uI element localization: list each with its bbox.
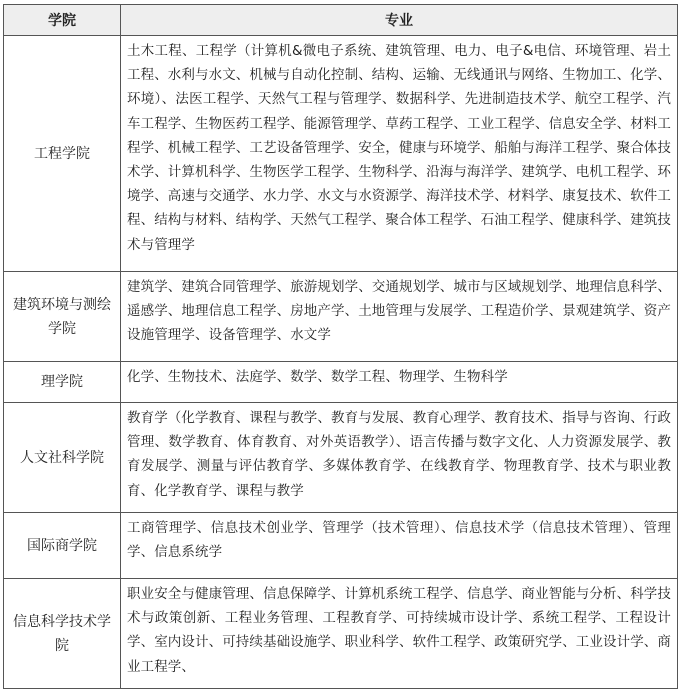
major-list: 建筑学、建筑合同管理学、旅游规划学、交通规划学、城市与区域规划学、地理信息科学、遥感学、地理信息工程学、房地产学、土地管理与发展学、工程造价学、景观建筑学、资产设施管理学、设备管理学、水文学 (121, 272, 678, 362)
major-list: 工商管理学、信息技术创业学、管理学（技术管理）、信息技术学（信息技术管理）、管理学、信息系统学 (121, 513, 678, 579)
major-list: 化学、生物技术、法庭学、数学、数学工程、物理学、生物科学 (121, 362, 678, 403)
table-row (4, 403, 678, 513)
majors-table (3, 4, 678, 689)
major-list: 教育学（化学教育、课程与教学、教育与发展、教育心理学、教育技术、指导与咨询、行政管理、数学教育、体育教育、对外英语教学）、语言传播与数字文化、人力资源发展学、教育发展学、测量与评估教育学、多媒体教育学、在线教育学、物理教育学、技术与职业教育、化学教育学、课程与教学 (121, 403, 678, 513)
major-list: 土木工程、工程学（计算机&微电子系统、建筑管理、电力、电子&电信、环境管理、岩土工程、水利与水文、机械与自动化控制、结构、运输、无线通讯与网络、生物加工、化学、环境）、法医工程学、天然气工程与管理学、数据科学、先进制造技术学、航空工程学、汽车工程学、生物医药工程学、能源管理学、草药工程学、工业工程学、信息安全学、材料工程学、机械工程学、工艺设备管理学、安全，健康与环境学、船舶与海洋工程学、聚合体技术学、计算机科学、生物医学工程学、生物科学、沿海与海洋学、建筑学、电机工程学、环境学、高速与交通学、水力学、水文与水资源学、海洋技术学、材料学、康复技术、软件工程、结构与材料、结构学、天然气工程学、聚合体工程学、石油工程学、健康科学、建筑技术与管理学 (121, 36, 678, 272)
college-column-header: 学院 (4, 5, 121, 36)
table-row (4, 579, 678, 689)
major-column-header: 专业 (121, 5, 678, 36)
major-list: 职业安全与健康管理、信息保障学、计算机系统工程学、信息学、商业智能与分析、科学技术与政策创新、工程业务管理、工程教育学、可持续城市设计学、系统工程学、工程设计学、室内设计、可持续基础设施学、职业科学、软件工程学、政策研究学、工业设计学、商业工程学、 (121, 579, 678, 689)
college-name: 信息科学技术学院 (4, 579, 121, 689)
table-row (4, 362, 678, 403)
college-name: 建筑环境与测绘学院 (4, 272, 121, 362)
table-row (4, 513, 678, 579)
college-name: 人文社科学院 (4, 403, 121, 513)
college-name: 国际商学院 (4, 513, 121, 579)
college-name: 理学院 (4, 362, 121, 403)
college-name: 工程学院 (4, 36, 121, 272)
header-row (4, 5, 678, 36)
table-row (4, 272, 678, 362)
table-row (4, 36, 678, 272)
